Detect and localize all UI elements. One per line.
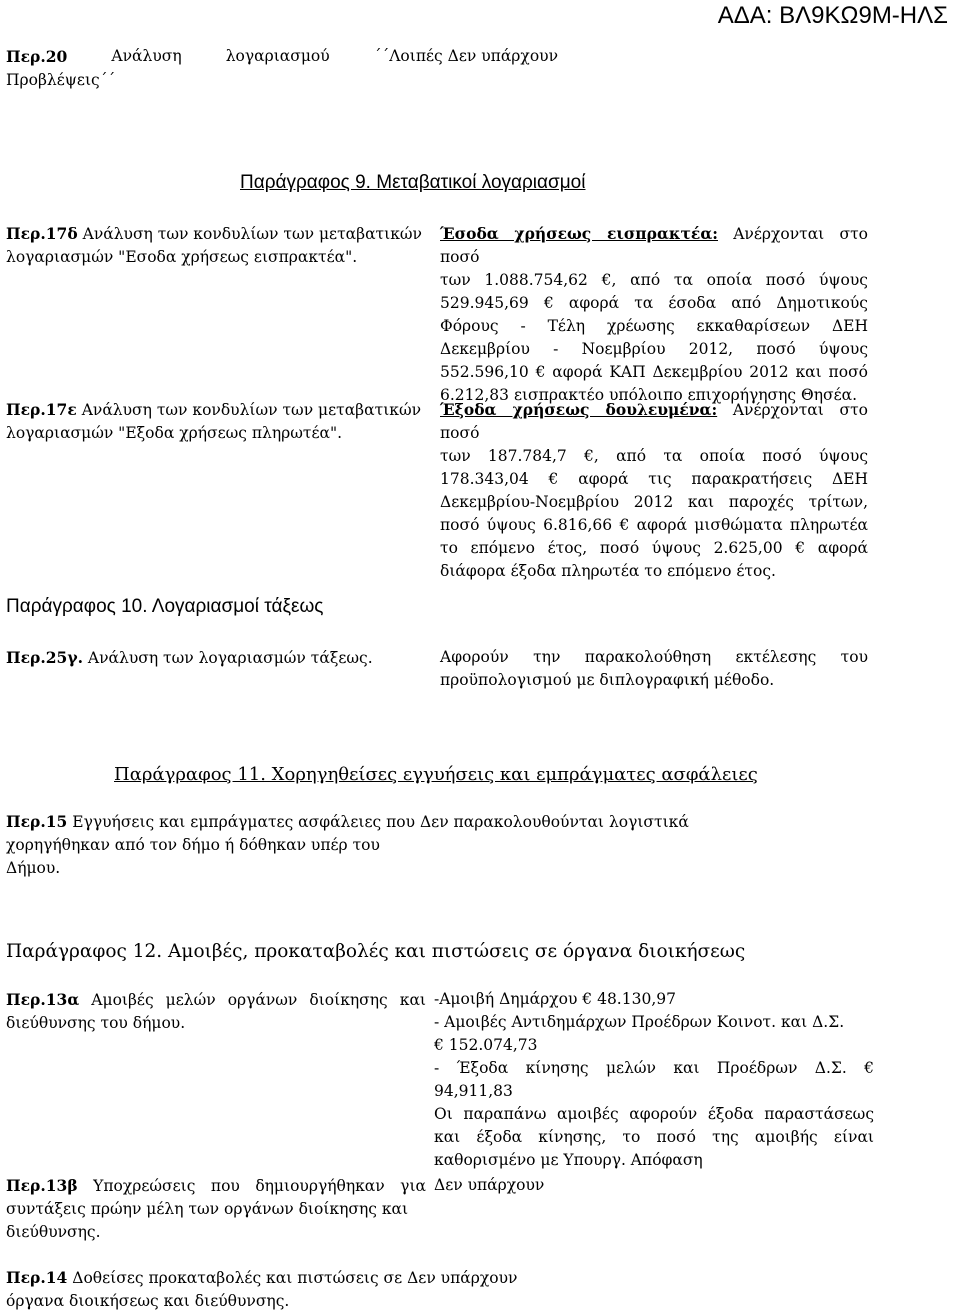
per13a-line-2: € 152.074,73 xyxy=(434,1036,538,1054)
per17d-left xyxy=(6,222,434,269)
per25g-left xyxy=(6,646,426,670)
per15 xyxy=(6,810,726,880)
per17d-right xyxy=(440,222,868,407)
per17e-line-4: ποσό ύψους 6.816,66 € αφορά μισθώματα πληρωτέα xyxy=(440,516,868,534)
per17e-left-line1: Ανάλυση των κονδυλίων των μεταβατικών xyxy=(81,401,422,419)
per13a-line-4: 94,911,83 xyxy=(434,1082,513,1100)
per13b-right: Δεν υπάρχουν xyxy=(434,1176,545,1194)
per25g-right xyxy=(440,646,868,692)
per17d-heading: Έσοδα χρήσεως εισπρακτέα: xyxy=(440,224,718,243)
per13b-left-line3: διεύθυνσης. xyxy=(6,1223,101,1241)
per17e-line-0: Ανέρχονται στο ποσό xyxy=(440,401,868,442)
per17d-line-3: Φόρους - Τέλη χρέωσης εκκαθαρίσεων ΔΕΗ xyxy=(440,317,868,335)
paragraph-12-title: Παράγραφος 12. Αμοιβές, προκαταβολές και πιστώσεις σε όργανα διοικήσεως xyxy=(6,941,746,962)
per20-text-b: λογαριασμού xyxy=(225,47,330,65)
per13a-right xyxy=(434,988,874,1172)
per13a-line-5: Οι παραπάνω αμοιβές αφορούν έξοδα παραστάσεως xyxy=(434,1105,874,1123)
ada-code: ΑΔΑ: ΒΛ9ΚΩ9Μ-ΗΛΣ xyxy=(717,2,948,29)
per25g-label: Περ.25γ. xyxy=(6,648,83,667)
per13b-left-line2: συντάξεις πρώην μέλη των οργάνων διοίκησης και xyxy=(6,1200,409,1218)
per14-line1: Δοθείσες προκαταβολές και πιστώσεις σε Δεν υπάρχουν xyxy=(72,1269,518,1287)
per17e-heading: Έξοδα χρήσεως δουλευμένα: xyxy=(440,400,718,419)
per17d-line-1: των 1.088.754,62 €, από τα οποία ποσό ύψους xyxy=(440,271,868,289)
per25g-line-0: Αφορούν την παρακολούθηση εκτέλεσης του xyxy=(440,648,868,666)
per17e-left xyxy=(6,398,434,445)
per20-text-a: Ανάλυση xyxy=(111,47,182,65)
per17e-right xyxy=(440,398,868,583)
per17d-line-5: 552.596,10 € αφορά ΚΑΠ Δεκεμβρίου 2012 και ποσό xyxy=(440,363,868,381)
per13a-line-6: και έξοδα κίνησης, το ποσό της αμοιβής είναι xyxy=(434,1128,874,1146)
per15-label: Περ.15 xyxy=(6,812,68,831)
per17d-line-6: 6.212,83 εισπρακτέο υπόλοιπο επιχορήγησης Θησέα. xyxy=(440,386,858,404)
per17d-left-line2: λογαριασμών "Εσοδα χρήσεως εισπρακτέα". xyxy=(6,248,358,266)
per20-text-c: ΄΄Λοιπές Δεν υπάρχουν xyxy=(373,47,558,65)
per17e-line-1: των 187.784,7 €, από τα οποία ποσό ύψους xyxy=(440,447,868,465)
per13a-label: Περ.13α xyxy=(6,990,80,1009)
per17d-line-2: 529.945,69 € αφορά τα έσοδα από Δημοτικούς xyxy=(440,294,868,312)
per14 xyxy=(6,1266,606,1313)
per15-line1: Εγγυήσεις και εμπράγματες ασφάλειες που Δεν παρακολουθούνται λογιστικά xyxy=(72,813,689,831)
per17d-label: Περ.17δ xyxy=(6,224,78,243)
per17e-left-line2: λογαριασμών "Εξοδα χρήσεως πληρωτέα". xyxy=(6,424,343,442)
per17e-line-2: 178.343,04 € αφορά τις παρακρατήσεις ΔΕΗ xyxy=(440,470,868,488)
per13a-left-line2: διεύθυνσης του δήμου. xyxy=(6,1014,186,1032)
per13b-left-line1: Υποχρεώσεις που δημιουργήθηκαν για xyxy=(93,1177,426,1195)
per13a-line-7: καθορισμένο με Υπουργ. Απόφαση xyxy=(434,1151,703,1169)
per17e-line-6: διάφορα έξοδα πληρωτέα το επόμενο έτος. xyxy=(440,562,776,580)
paragraph-11-title: Παράγραφος 11. Χορηγηθείσες εγγυήσεις και εμπράγματες ασφάλειες xyxy=(114,764,758,785)
per17d-line-0: Ανέρχονται στο ποσό xyxy=(440,225,868,266)
per13a-line-3: - Έξοδα κίνησης μελών και Προέδρων Δ.Σ. € xyxy=(434,1059,874,1077)
per25g-left-text: Ανάλυση των λογαριασμών τάξεως. xyxy=(87,649,373,667)
per14-label: Περ.14 xyxy=(6,1268,68,1287)
per15-line3: Δήμου. xyxy=(6,859,61,877)
per17d-left-line1: Ανάλυση των κονδυλίων των μεταβατικών xyxy=(82,225,422,243)
per17e-label: Περ.17ε xyxy=(6,400,77,419)
per14-line2: όργανα διοικήσεως και διεύθυνσης. xyxy=(6,1292,290,1310)
paragraph-9-title: Παράγραφος 9. Μεταβατικοί λογαριασμοί xyxy=(240,172,586,193)
per17d-line-4: Δεκεμβρίου - Νοεμβρίου 2012, ποσό ύψους xyxy=(440,340,868,358)
per17e-line-5: το επόμενο έτος, ποσό ύψους 2.625,00 € αφορά xyxy=(440,539,868,557)
paragraph-10-title: Παράγραφος 10. Λογαριασμοί τάξεως xyxy=(6,596,324,617)
per13a-left xyxy=(6,988,426,1035)
per20-label: Περ.20 xyxy=(6,47,68,66)
per17e-line-3: Δεκεμβρίου-Νοεμβρίου 2012 και παροχές τρίτων, xyxy=(440,493,868,511)
per13b-label: Περ.13β xyxy=(6,1176,78,1195)
per13a-line-1: - Αμοιβές Αντιδημάρχων Προέδρων Κοινοτ. και Δ.Σ. xyxy=(434,1013,845,1031)
per20-text-d: Προβλέψεις΄΄ xyxy=(6,71,116,89)
per15-line2: χορηγήθηκαν από τον δήμο ή δόθηκαν υπέρ του xyxy=(6,836,380,854)
per13a-left-line1: Αμοιβές μελών οργάνων διοίκησης και xyxy=(91,991,426,1009)
per25g-line-1: προϋπολογισμού με διπλογραφική μέθοδο. xyxy=(440,671,775,689)
per13a-line-0: -Αμοιβή Δημάρχου € 48.130,97 xyxy=(434,990,676,1008)
section-per20 xyxy=(6,45,566,92)
per13b-left xyxy=(6,1174,426,1244)
